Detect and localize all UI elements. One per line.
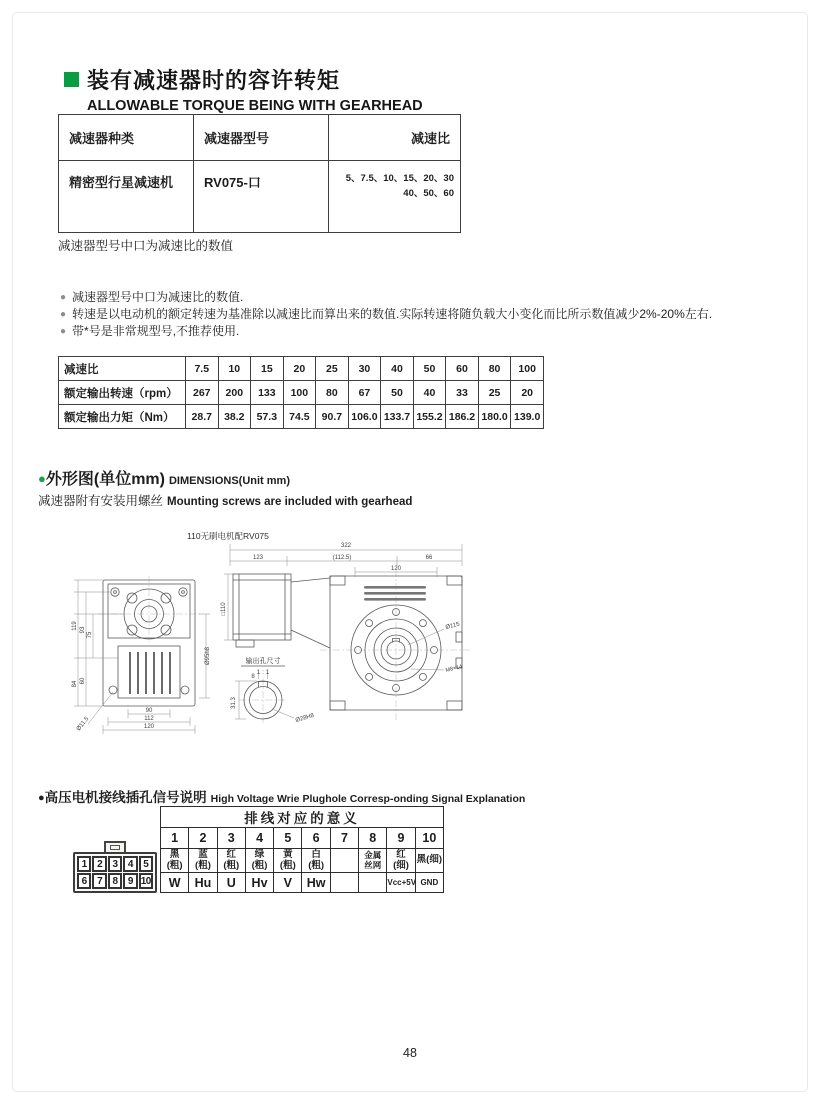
torque-value: 57.3 <box>251 405 284 429</box>
wire-signal: Hw <box>302 873 330 893</box>
bullet-icon: ● <box>60 326 67 337</box>
ratio-line-1: 5、7.5、10、15、20、30 <box>345 173 454 184</box>
speed-value: 33 <box>446 381 479 405</box>
ratio-value: 50 <box>413 357 446 381</box>
dim-output: 66 <box>425 555 433 561</box>
connector-tab <box>104 841 126 852</box>
pin-number: 6 <box>302 828 330 849</box>
speed-row <box>59 381 544 405</box>
wiring-title-en: High Voltage Wrie Plughole Corresp-onding Signal Explanation <box>210 793 526 805</box>
dim-h75: 75 <box>87 631 93 639</box>
connector-pin: 10 <box>139 873 153 889</box>
wire-signal <box>359 873 387 893</box>
torque-value: 139.0 <box>511 405 544 429</box>
note-text: 减速器型号中口为减速比的数值. <box>72 290 244 304</box>
wiring-title-cn: 高压电机接线插孔信号说明 <box>44 790 207 805</box>
dim-foot-hole: Ø11.5 <box>75 716 91 733</box>
side-view-motor-drawing <box>233 574 330 648</box>
gearhead-table <box>58 114 461 233</box>
wire-color: 红(细) <box>387 849 415 873</box>
connector-pin: 9 <box>123 873 137 889</box>
table-row <box>59 161 461 233</box>
pin-number: 7 <box>330 828 358 849</box>
wire-color: 红(粗) <box>217 849 245 873</box>
speed-value: 267 <box>186 381 219 405</box>
torque-value: 28.7 <box>186 405 219 429</box>
wire-signal <box>330 873 358 893</box>
speed-value: 25 <box>478 381 511 405</box>
speed-value: 40 <box>413 381 446 405</box>
wire-color <box>330 849 358 873</box>
table-header-row <box>59 115 461 161</box>
page-number: 48 <box>403 1046 417 1060</box>
wire-signal: Hu <box>189 873 217 893</box>
pin-number: 10 <box>415 828 443 849</box>
ratio-value: 25 <box>316 357 349 381</box>
speed-value: 200 <box>218 381 251 405</box>
pin-number: 1 <box>161 828 189 849</box>
cell-gearhead-type: 精密型行星减速机 <box>59 161 194 233</box>
wiring-table <box>160 806 444 893</box>
header-gearhead-model: 减速器型号 <box>194 115 329 161</box>
dimensions-title-en: DIMENSIONS(Unit mm) <box>168 475 290 487</box>
dim-motor-square: □110 <box>221 602 227 616</box>
speed-value: 67 <box>348 381 381 405</box>
ratio-value: 7.5 <box>186 357 219 381</box>
dim-bore: Ø95h8 <box>205 646 211 666</box>
pin-number: 2 <box>189 828 217 849</box>
wire-color: 蓝(粗) <box>189 849 217 873</box>
speed-value: 133 <box>251 381 284 405</box>
wire-color: 金属丝网 <box>359 849 387 873</box>
pin-number: 4 <box>245 828 273 849</box>
wire-color: 白(粗) <box>302 849 330 873</box>
bullet-icon: ● <box>60 292 67 303</box>
dimensions-title-cn: 外形图(单位mm) <box>45 471 165 488</box>
dim-h119: 119 <box>72 621 78 631</box>
dim-flange-width: 120 <box>390 566 402 572</box>
dim-w112: 112 <box>144 716 154 722</box>
connector-pin: 3 <box>108 856 122 872</box>
wiring-table-title: 排线对应的意义 <box>161 807 444 828</box>
title-block <box>64 64 423 114</box>
connector-pin: 2 <box>92 856 106 872</box>
green-square-icon <box>64 72 79 87</box>
wiring-pin-row <box>161 828 444 849</box>
page-title: 装有减速器时的容许转矩 <box>87 68 341 93</box>
ratio-value: 100 <box>511 357 544 381</box>
wiring-signal-row <box>161 873 444 893</box>
dim-output-bore: Ø28H8 <box>294 712 315 724</box>
wire-signal: U <box>217 873 245 893</box>
dim-mid: (112.5) <box>332 555 352 561</box>
wire-color: 黑(粗) <box>161 849 189 873</box>
dim-h84: 84 <box>72 680 78 688</box>
ratio-value: 40 <box>381 357 414 381</box>
connector-pin: 1 <box>77 856 91 872</box>
notes-list <box>60 289 712 340</box>
wiring-heading <box>38 786 525 806</box>
dim-hole-height: 31.3 <box>231 697 237 709</box>
cell-gearhead-model: RV075-口 <box>194 161 329 233</box>
ratio-value: 80 <box>478 357 511 381</box>
row-label: 减速比 <box>59 357 186 381</box>
dim-total: 322 <box>340 543 352 549</box>
torque-row <box>59 405 544 429</box>
connector-pin: 5 <box>139 856 153 872</box>
note-item <box>60 323 712 340</box>
note-item <box>60 289 712 306</box>
pin-number: 9 <box>387 828 415 849</box>
pin-number: 5 <box>274 828 302 849</box>
torque-value: 106.0 <box>348 405 381 429</box>
drawings-svg <box>58 528 478 746</box>
dim-tap: M8×14 <box>445 664 463 674</box>
torque-value: 38.2 <box>218 405 251 429</box>
dimensions-sub-cn: 减速器附有安装用螺丝 <box>38 494 164 508</box>
dim-h60: 60 <box>80 677 86 685</box>
connector-pin: 6 <box>77 873 91 889</box>
bullet-icon: ● <box>60 309 67 320</box>
wire-signal: W <box>161 873 189 893</box>
row-label: 额定输出转速（rpm） <box>59 381 186 405</box>
wiring-color-row <box>161 849 444 873</box>
torque-value: 186.2 <box>446 405 479 429</box>
wire-signal: V <box>274 873 302 893</box>
dim-w120: 120 <box>143 724 155 730</box>
connector-body <box>73 852 157 893</box>
wire-color: 绿(粗) <box>245 849 273 873</box>
wire-color: 黑(细) <box>415 849 443 873</box>
pin-number: 8 <box>359 828 387 849</box>
wire-signal: Hv <box>245 873 273 893</box>
torque-value: 74.5 <box>283 405 316 429</box>
row-label: 额定输出力矩（Nm） <box>59 405 186 429</box>
cell-ratio <box>329 161 461 233</box>
connector-pin: 8 <box>108 873 122 889</box>
ratio-value: 20 <box>283 357 316 381</box>
dim-h93: 93 <box>80 626 86 634</box>
torque-value: 90.7 <box>316 405 349 429</box>
header-ratio: 减速比 <box>329 115 461 161</box>
dim-bolt-circle: Ø115 <box>445 621 461 631</box>
dim-motor-length: 123 <box>252 555 264 561</box>
speed-value: 20 <box>511 381 544 405</box>
ratio-value: 10 <box>218 357 251 381</box>
drawing-label: 110无刷电机配RV075 <box>187 531 269 541</box>
output-hole-title: 输出孔尺寸 <box>245 658 281 665</box>
wire-color: 黄(粗) <box>274 849 302 873</box>
note-text: 转速是以电动机的额定转速为基准除以减速比而算出来的数值.实际转速将随负载大小变化而比所示数值减少2%-20%左右. <box>72 307 713 321</box>
note-text: 带*号是非常规型号,不推荐使用. <box>72 324 240 338</box>
ratio-value: 15 <box>251 357 284 381</box>
connector-pin: 7 <box>92 873 106 889</box>
connector-pin: 4 <box>123 856 137 872</box>
ratio-row <box>59 357 544 381</box>
gearhead-table-note: 减速器型号中口为减速比的数值 <box>58 239 234 253</box>
note-item <box>60 306 712 323</box>
dimensions-heading <box>38 466 412 509</box>
torque-value: 180.0 <box>478 405 511 429</box>
speed-value: 50 <box>381 381 414 405</box>
page-subtitle: ALLOWABLE TORQUE BEING WITH GEARHEAD <box>87 98 423 114</box>
dark-dot-icon: ● <box>38 792 45 804</box>
dimension-drawings <box>58 528 478 746</box>
torque-value: 133.7 <box>381 405 414 429</box>
dim-keyway: 8 <box>251 674 255 680</box>
connector-plug-icon <box>73 841 157 893</box>
wire-signal: GND <box>415 873 443 893</box>
ratio-line-2: 40、50、60 <box>403 187 454 199</box>
ratio-speed-torque-table <box>58 356 544 429</box>
ratio-value: 60 <box>446 357 479 381</box>
wire-signal: Vcc+5V <box>387 873 415 893</box>
dim-w90: 90 <box>145 708 153 714</box>
speed-value: 80 <box>316 381 349 405</box>
header-gearhead-type: 减速器种类 <box>59 115 194 161</box>
pin-number: 3 <box>217 828 245 849</box>
ratio-value: 30 <box>348 357 381 381</box>
output-hole-scale: 1 : 1 <box>256 669 270 676</box>
dimensions-sub-en: Mounting screws are included with gearhead <box>167 496 413 508</box>
green-dot-icon: ● <box>38 471 46 486</box>
speed-value: 100 <box>283 381 316 405</box>
wiring-title-row <box>161 807 444 828</box>
torque-value: 155.2 <box>413 405 446 429</box>
